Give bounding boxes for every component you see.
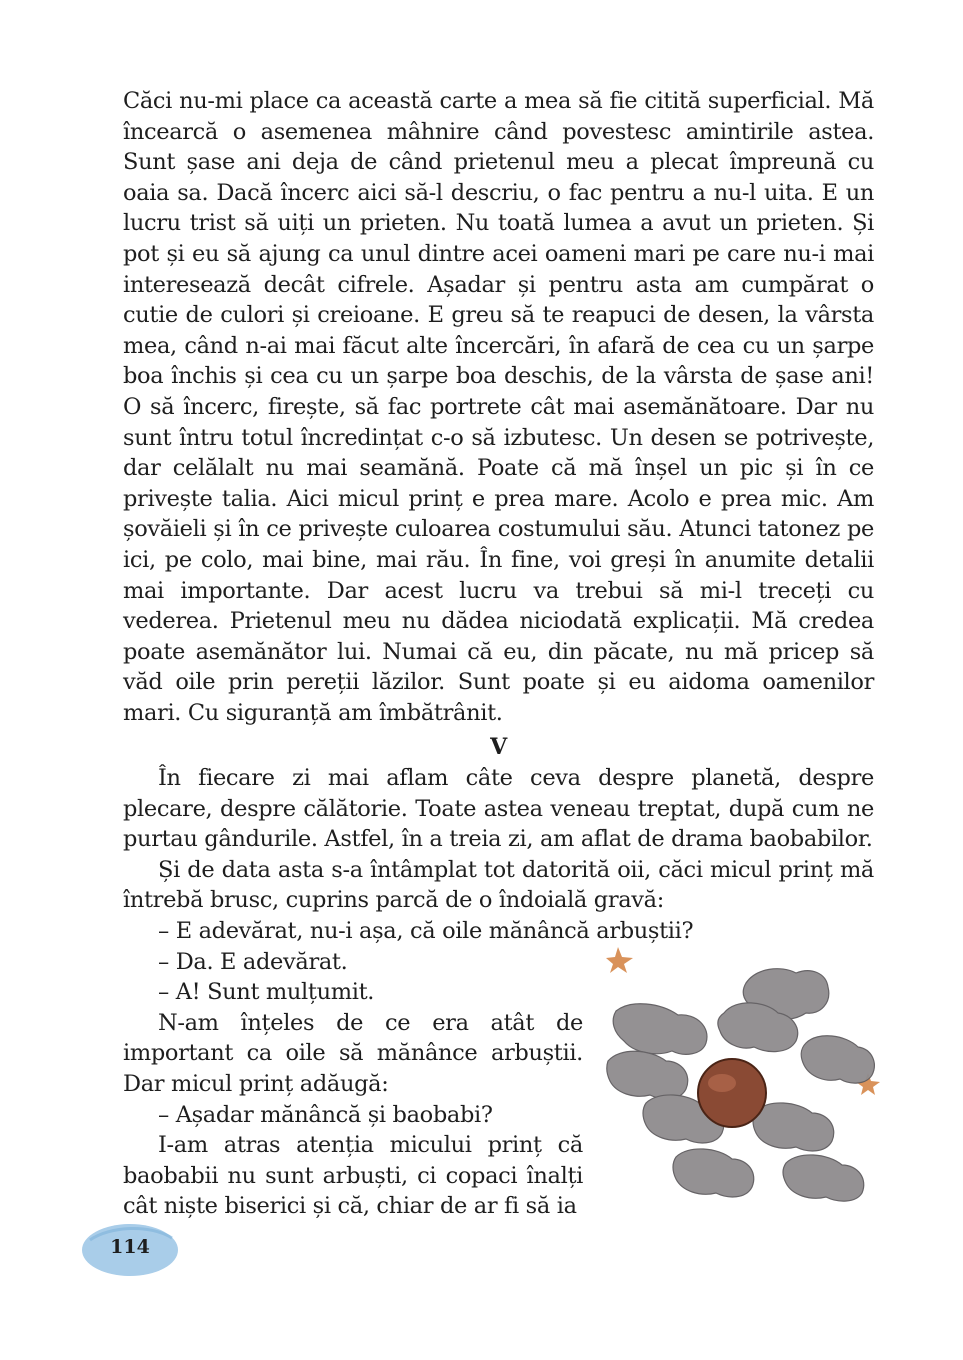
text-block-narrow <box>123 1008 583 1222</box>
planet-shape <box>698 1059 766 1127</box>
dialogue-line: – Da. E adevărat. <box>158 948 348 975</box>
elephant-shape <box>753 1103 834 1151</box>
elephant-shape <box>607 1051 688 1099</box>
elephant-shape <box>783 1155 864 1201</box>
paragraph: Căci nu-mi place ca această carte a mea să fie citită superficial. Mă încearcă o asemenea mâhnire când povestesc amintirile astea. Sunt șase ani deja de când prietenul meu a plecat împreună cu oaia sa. Dacă încerc aici să-l descriu, o fac pentru a nu-l uita. E un lucru trist să uiți un prieten. Nu toată lumea a avut un prieten. Și pot și eu să ajung ca unul dintre acei oameni mari pe care nu-i mai interesează decât cifrele. Așadar și pentru asta am cumpărat o cutie de culori și creioane. E greu să te reapuci de desen, la vârsta mea, când n-ai mai făcut alte încercări, în afară de cea cu un șarpe boa închis și cea cu un șarpe boa deschis, de la vârsta de șase ani! O să încerc, firește, să fac portrete cât mai asemănătoare. Dar nu sunt întru totul încredințat c-o să izbutesc. Un desen se potrivește, dar celălalt nu mai seamănă. Poate că mă înșel un pic și în ce privește talia. Aici micul prinț e prea mare. Acolo e prea mic. Am șovăieli și în ce privește culoarea costumului său. Atunci tatonez pe ici, pe colo, mai bine, mai rău. În fine, voi greși în anumite detalii mai importante. Dar acest lucru va trebui să mi-l treceți cu vederea. Prietenul meu nu dădea niciodată explicații. Mă credea poate asemănător lui. Numai că eu, din păcate, nu mă pricep să văd oile prin pereții lăzilor. Sunt poate și eu aidoma oamenilor mari. Cu siguranță am îmbătrânit. <box>123 88 874 726</box>
chapter-heading: V <box>490 734 507 761</box>
paragraph: I-am atras atenția micului prinț că baobabii nu sunt arbuști, ci copaci înalți cât niște biserici și că, chiar de ar fi să ia <box>123 1132 583 1220</box>
page-number: 114 <box>110 1236 150 1258</box>
paragraph: Și de data asta s-a întâmplat tot datorită oii, căci micul prinț mă întrebă brusc, cuprins parcă de o îndoială gravă: <box>123 856 874 914</box>
paragraph: În fiecare zi mai aflam câte ceva despre planetă, despre plecare, despre călătorie. Toate astea veneau treptat, după cum ne purtau gândurile. Astfel, în a treia zi, am aflat de drama baobabilor. <box>123 765 874 853</box>
dialogue-line: – E adevărat, nu-i așa, că oile mănâncă arbuștii? <box>158 918 694 945</box>
dialogue-line: – Așadar mănâncă și baobabi? <box>158 1101 493 1128</box>
elephant-shape <box>673 1149 754 1197</box>
planet-with-elephants-illustration <box>606 943 888 1205</box>
paragraph: N-am înțeles de ce era atât de important ca oile să mănânce arbuștii. Dar micul prinț adăugă: <box>123 1009 583 1097</box>
star-icon <box>606 947 633 973</box>
elephant-shape <box>801 1036 874 1083</box>
dialogue-line: – A! Sunt mulțumit. <box>158 979 375 1006</box>
elephant-shape <box>613 1004 707 1055</box>
